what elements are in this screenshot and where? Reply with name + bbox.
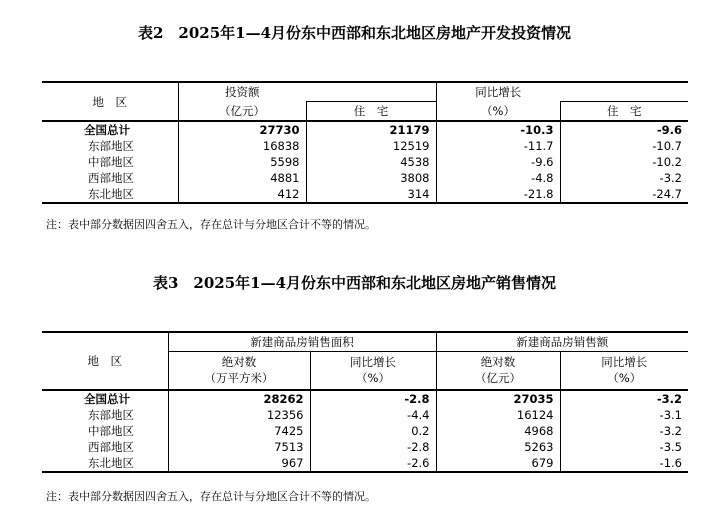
growth-res-cell: -3.2 [659, 171, 682, 185]
table-row [42, 390, 688, 407]
table-row [42, 121, 688, 138]
table3-header-growth-unit: （%） [310, 370, 436, 390]
table3-header-area: 新建商品房销售面积 [168, 332, 436, 352]
table2-header-residential: 住 宅 [306, 102, 436, 122]
region-cell: 东北地区 [42, 186, 178, 203]
table-row [42, 186, 688, 203]
table-row [42, 439, 688, 455]
amount-growth-cell: -1.6 [659, 456, 682, 470]
table2-header-growth-residential: 住 宅 [560, 102, 688, 122]
region-cell: 东北地区 [42, 455, 168, 472]
invest-res-cell: 21179 [306, 121, 436, 138]
growth-res-cell: -24.7 [652, 187, 682, 201]
growth-cell: -9.6 [436, 154, 560, 170]
region-cell: 全国总计 [42, 121, 178, 138]
area-cell: 967 [168, 455, 310, 472]
invest-res-cell: 314 [306, 186, 436, 203]
table2-header-growth: 同比增长 [475, 85, 522, 100]
area-cell: 7513 [168, 439, 310, 455]
table3-note: 注：表中部分数据因四舍五入，存在总计与分地区合计不等的情况。 [46, 490, 376, 503]
invest-res-cell: 12519 [306, 138, 436, 154]
area-cell: 7425 [168, 423, 310, 439]
table-row [42, 423, 688, 439]
table-row [42, 407, 688, 423]
table-row [42, 154, 688, 170]
amount-growth-cell: -3.2 [656, 392, 682, 406]
area-growth-cell: -2.8 [310, 390, 436, 407]
region-cell: 西部地区 [42, 170, 178, 186]
area-growth-cell: -2.8 [310, 439, 436, 455]
growth-cell: -11.7 [436, 138, 560, 154]
table3-title: 表3 2025年1—4月份东中西部和东北地区房地产销售情况 [152, 274, 557, 292]
table2-note: 注：表中部分数据因四舍五入，存在总计与分地区合计不等的情况。 [46, 218, 376, 231]
amount-cell: 679 [436, 455, 560, 472]
region-cell: 西部地区 [42, 439, 168, 455]
table2-header-growth-unit: （%） [481, 103, 515, 118]
table3 [42, 331, 688, 473]
growth-cell: -21.8 [436, 186, 560, 203]
table3-header-area-unit: （万平方米） [168, 370, 310, 390]
area-cell: 28262 [168, 390, 310, 407]
table-row [42, 455, 688, 472]
area-growth-cell: 0.2 [310, 423, 436, 439]
growth-cell: -10.3 [436, 121, 560, 138]
table2-header-investment: 投资额 [225, 85, 260, 100]
table3-header-amount: 新建商品房销售额 [436, 332, 688, 352]
area-cell: 12356 [168, 407, 310, 423]
amount-growth-cell: -3.1 [659, 408, 682, 422]
table3-header-region: 地 区 [42, 332, 168, 390]
region-cell: 中部地区 [42, 154, 178, 170]
table-row [42, 138, 688, 154]
invest-cell: 5598 [178, 154, 306, 170]
table-row [42, 170, 688, 186]
region-cell: 全国总计 [42, 390, 168, 407]
table2-title: 表2 2025年1—4月份东中西部和东北地区房地产开发投资情况 [137, 24, 572, 42]
table2 [42, 81, 688, 204]
table2-header-investment-unit: （亿元） [219, 103, 265, 118]
region-cell: 东部地区 [42, 138, 178, 154]
growth-res-cell: -10.2 [652, 155, 682, 169]
area-growth-cell: -4.4 [310, 407, 436, 423]
invest-cell: 412 [178, 186, 306, 203]
amount-cell: 4968 [436, 423, 560, 439]
table3-header-growth: 同比增长 [310, 352, 436, 371]
table3-header-abs2: 绝对数 [436, 352, 560, 371]
table3-header-growth2-unit: （%） [607, 371, 642, 385]
amount-cell: 16124 [436, 407, 560, 423]
amount-cell: 5263 [436, 439, 560, 455]
growth-res-cell: -9.6 [656, 123, 682, 137]
invest-cell: 16838 [178, 138, 306, 154]
table2-header-region: 地 区 [42, 82, 178, 121]
table3-header-abs: 绝对数 [168, 352, 310, 371]
invest-res-cell: 3808 [306, 170, 436, 186]
region-cell: 东部地区 [42, 407, 168, 423]
amount-growth-cell: -3.2 [659, 424, 682, 438]
invest-res-cell: 4538 [306, 154, 436, 170]
amount-cell: 27035 [436, 390, 560, 407]
growth-res-cell: -10.7 [652, 139, 682, 153]
table3-header-amount-unit: （亿元） [436, 370, 560, 390]
region-cell: 中部地区 [42, 423, 168, 439]
invest-cell: 4881 [178, 170, 306, 186]
growth-cell: -4.8 [436, 170, 560, 186]
amount-growth-cell: -3.5 [659, 440, 682, 454]
area-growth-cell: -2.6 [310, 455, 436, 472]
table3-header-growth2: 同比增长 [601, 355, 648, 369]
invest-cell: 27730 [178, 121, 306, 138]
